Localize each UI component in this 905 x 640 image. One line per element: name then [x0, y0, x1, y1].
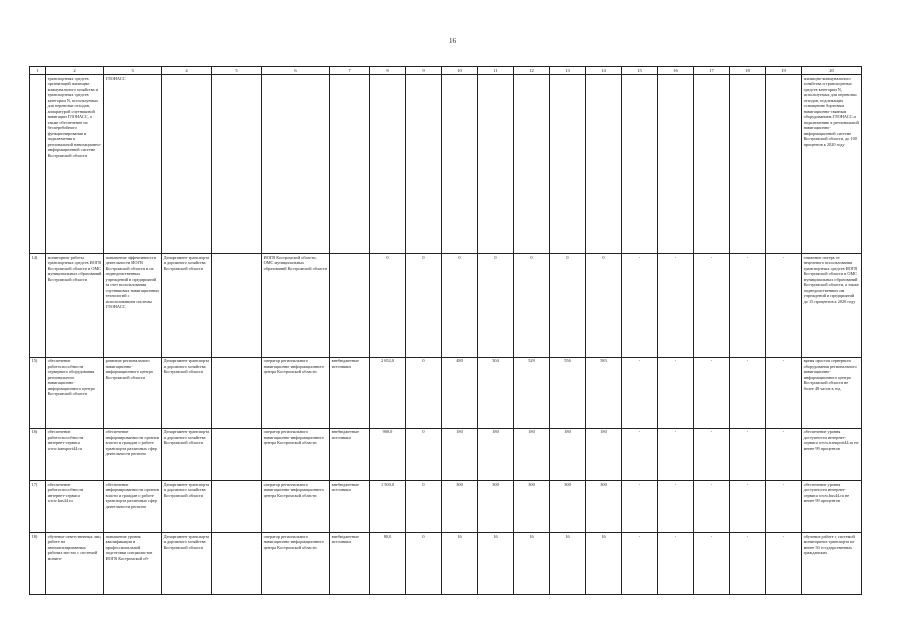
value-cell: - — [766, 254, 802, 357]
table-row — [30, 357, 862, 428]
value-cell: 900,0 — [370, 428, 406, 480]
goal-cell: обеспечение информированности органов власти и граждан о работе транспорта различных сфер деятельности региона — [104, 428, 162, 480]
co-executor-cell — [212, 254, 262, 357]
goal-cell: развитие регионального навигационно-информационного центра Костромской области — [104, 357, 162, 428]
header-cell: 20 — [802, 67, 862, 75]
funding-source-cell: внебюджетные источники — [330, 357, 370, 428]
header-cell: 19 — [766, 67, 802, 75]
value-cell — [694, 75, 730, 254]
value-cell — [730, 75, 766, 254]
value-cell: - — [766, 533, 802, 595]
header-cell: 11 — [478, 67, 514, 75]
expected-result-cell: жилищно-коммунального хозяйства и транспортных средств категории N, используемых для перевозки отходов, подлежащих оснащению бортовым навигационно-связным оборудованием ГЛОНАСС и подключению к региональной навигационно-информационной системе Костромской области, до 100 процентов к 2020 году — [802, 75, 862, 254]
value-cell: 300 — [550, 480, 586, 532]
value-cell: 0 — [550, 254, 586, 357]
funding-source-cell: внебюджетные источники — [330, 533, 370, 595]
value-cell — [550, 75, 586, 254]
header-cell: 7 — [330, 67, 370, 75]
page-number: 16 — [449, 37, 456, 45]
value-cell: 0 — [406, 480, 442, 532]
value-cell: 0 — [478, 254, 514, 357]
value-cell — [766, 75, 802, 254]
value-cell: 480 — [442, 357, 478, 428]
value-cell: - — [622, 254, 658, 357]
value-cell: 583 — [586, 357, 622, 428]
value-cell: 80,0 — [370, 533, 406, 595]
executor-cell: Департамент транспорта и дорожного хозяйства Костромской области — [162, 533, 212, 595]
header-row — [30, 67, 862, 75]
value-cell: 556 — [550, 357, 586, 428]
goal-cell: ГЛОНАСС — [104, 75, 162, 254]
value-cell: 180 — [442, 428, 478, 480]
funding-source-cell: внебюджетные источники — [330, 428, 370, 480]
value-cell: - — [730, 480, 766, 532]
value-cell — [370, 75, 406, 254]
value-cell: - — [622, 480, 658, 532]
row-number — [30, 75, 46, 254]
value-cell: - — [730, 357, 766, 428]
value-cell: 16 — [586, 533, 622, 595]
value-cell: 16 — [514, 533, 550, 595]
header-cell: 6 — [262, 67, 330, 75]
table-row — [30, 428, 862, 480]
row-number: 14) — [30, 254, 46, 357]
executor-cell: Департамент транспорта и дорожного хозяйства Костромской области — [162, 428, 212, 480]
value-cell: 300 — [478, 480, 514, 532]
measure-name-cell: обучение ответственных лиц работе на автоматизированных рабочих местах с системой монито- — [46, 533, 104, 595]
value-cell — [406, 75, 442, 254]
header-cell: 2 — [46, 67, 104, 75]
header-cell: 10 — [442, 67, 478, 75]
value-cell — [622, 75, 658, 254]
expected-result-cell: обеспечение уровня доступности интернет-сервиса www.transport44.ru не менее 99 процентов — [802, 428, 862, 480]
row-number: 15) — [30, 357, 46, 428]
value-cell: - — [622, 428, 658, 480]
measure-name-cell: обеспечение работоспособности интернет-сервиса www.bus44.ru — [46, 480, 104, 532]
value-cell: - — [766, 428, 802, 480]
value-cell: 16 — [478, 533, 514, 595]
value-cell: 0 — [406, 428, 442, 480]
value-cell: 0 — [514, 254, 550, 357]
expected-result-cell: обеспечение уровня доступности интернет-сервиса www.bus44.ru не менее 99 процентов — [802, 480, 862, 532]
row-number: 17) — [30, 480, 46, 532]
co-executor-cell — [212, 428, 262, 480]
value-cell: 16 — [550, 533, 586, 595]
co-executor-cell — [212, 480, 262, 532]
value-cell: 0 — [442, 254, 478, 357]
value-cell: - — [694, 254, 730, 357]
header-cell: 3 — [104, 67, 162, 75]
value-cell: - — [766, 357, 802, 428]
measure-name-cell: обеспечение работоспособности серверного оборудования регионального навигационно-информационного центра Костромской области — [46, 357, 104, 428]
header-cell: 18 — [730, 67, 766, 75]
measure-name-cell: транспортных средств организаций жилищно-коммунального хозяйства и транспортных средств категории N, используемых для перевозки отходов, аппаратурой спутниковой навигации ГЛОНАСС, а также обеспечение их бесперебойного функционирования и подключения к региональной навигационно-информационной системе Костромской области — [46, 75, 104, 254]
goal-cell: повышение уровня квалификации и профессиональной подготовки специалистов ИОГВ Костромской об- — [104, 533, 162, 595]
value-cell: 0 — [406, 254, 442, 357]
value-cell: - — [694, 357, 730, 428]
co-executor-cell — [212, 75, 262, 254]
value-cell: 0 — [586, 254, 622, 357]
value-cell: - — [730, 533, 766, 595]
value-cell: 0 — [406, 357, 442, 428]
value-cell: 180 — [586, 428, 622, 480]
value-cell: 0 — [406, 533, 442, 595]
value-cell: - — [694, 533, 730, 595]
co-executor-cell — [212, 357, 262, 428]
participant-cell: оператор регионального навигационно-информационного центра Костромской области — [262, 533, 330, 595]
value-cell: 2 652,0 — [370, 357, 406, 428]
header-cell: 14 — [586, 67, 622, 75]
participant-cell: оператор регионального навигационно-информационного центра Костромской области — [262, 480, 330, 532]
co-executor-cell — [212, 533, 262, 595]
measures-table — [29, 66, 862, 595]
value-cell — [586, 75, 622, 254]
value-cell: 300 — [586, 480, 622, 532]
header-cell: 9 — [406, 67, 442, 75]
participant-cell: оператор регионального навигационно-информационного центра Костромской области — [262, 428, 330, 480]
executor-cell: Департамент транспорта и дорожного хозяйства Костромской области — [162, 254, 212, 357]
header-cell: 12 — [514, 67, 550, 75]
value-cell: - — [658, 357, 694, 428]
value-cell: 16 — [442, 533, 478, 595]
value-cell: 0 — [370, 254, 406, 357]
value-cell — [514, 75, 550, 254]
table-row — [30, 480, 862, 532]
table-row — [30, 75, 862, 254]
value-cell: 180 — [514, 428, 550, 480]
executor-cell: Департамент транспорта и дорожного хозяйства Костромской области — [162, 480, 212, 532]
participant-cell: оператор регионального навигационно-информационного центра Костромской области — [262, 357, 330, 428]
funding-source-cell — [330, 75, 370, 254]
value-cell: 180 — [550, 428, 586, 480]
value-cell: - — [658, 480, 694, 532]
value-cell: - — [766, 480, 802, 532]
value-cell: 300 — [514, 480, 550, 532]
value-cell — [442, 75, 478, 254]
value-cell: - — [658, 533, 694, 595]
table-row — [30, 254, 862, 357]
header-cell: 4 — [162, 67, 212, 75]
value-cell: - — [730, 254, 766, 357]
expected-result-cell: снижение потерь от нецелевого использования транспортных средств ИОГВ Костромской области и ОМС муниципальных образований Костромской области, а также подведомственных им учреждений и предприятий до 15 процентов к 2020 году — [802, 254, 862, 357]
value-cell: 529 — [514, 357, 550, 428]
goal-cell: повышение эффективности деятельности ИОГВ Костромской области и их подведомственных учреждений и предприятий за счет использования спутниковых навигационных технологий с использованием системы ГЛОНАСС — [104, 254, 162, 357]
measure-name-cell: мониторинг работы транспортных средств ИОГВ Костромской области и ОМС муниципальных образований Костромской области — [46, 254, 104, 357]
funding-source-cell: внебюджетные источники — [330, 480, 370, 532]
table-row — [30, 533, 862, 595]
executor-cell — [162, 75, 212, 254]
value-cell — [658, 75, 694, 254]
value-cell: 180 — [478, 428, 514, 480]
header-cell: 15 — [622, 67, 658, 75]
header-cell: 16 — [658, 67, 694, 75]
expected-result-cell: обучение работе с системой мониторинга транспорта не менее 50 государственных гражданских — [802, 533, 862, 595]
value-cell: - — [694, 428, 730, 480]
header-cell: 5 — [212, 67, 262, 75]
goal-cell: обеспечение информированности органов власти и граждан о работе транспорта различных сфер деятельности региона — [104, 480, 162, 532]
value-cell: - — [694, 480, 730, 532]
header-cell: 8 — [370, 67, 406, 75]
funding-source-cell — [330, 254, 370, 357]
header-cell: 1 — [30, 67, 46, 75]
participant-cell: ИОГВ Костромской области, ОМС муниципальных образований Костромской области — [262, 254, 330, 357]
measure-name-cell: обеспечение работоспособности интернет-сервиса www.transport44.ru — [46, 428, 104, 480]
value-cell: - — [658, 254, 694, 357]
header-cell: 13 — [550, 67, 586, 75]
value-cell: - — [730, 428, 766, 480]
executor-cell: Департамент транспорта и дорожного хозяйства Костромской области — [162, 357, 212, 428]
value-cell: - — [658, 428, 694, 480]
value-cell — [478, 75, 514, 254]
participant-cell — [262, 75, 330, 254]
value-cell: 504 — [478, 357, 514, 428]
expected-result-cell: время простоя серверного оборудования регионального навигационно-информационного центра Костромской области не более 48 часов в год — [802, 357, 862, 428]
row-number: 18) — [30, 533, 46, 595]
value-cell: - — [622, 357, 658, 428]
value-cell: 300 — [442, 480, 478, 532]
header-cell: 17 — [694, 67, 730, 75]
value-cell: 1 500,0 — [370, 480, 406, 532]
value-cell: - — [622, 533, 658, 595]
row-number: 16) — [30, 428, 46, 480]
